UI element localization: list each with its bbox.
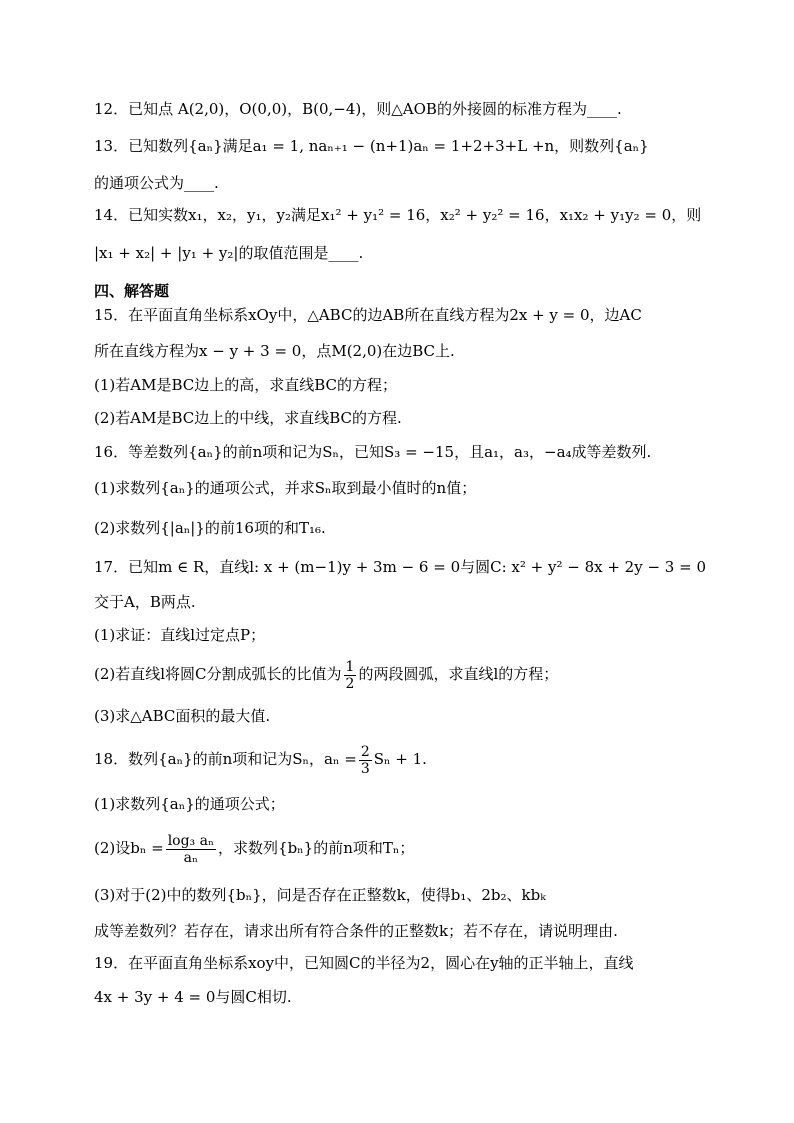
problem-18-line-1-prefix: 18．数列{aₙ}的前n项和记为Sₙ，aₙ = <box>94 750 357 768</box>
problem-16-part-2: (2)求数列{|aₙ|}的前16项的和T₁₆. <box>94 519 326 537</box>
problem-18-line-1 <box>94 741 427 777</box>
problem-18-part-2-prefix: (2)设bₙ = <box>94 839 164 857</box>
fraction <box>359 744 372 777</box>
problem-18-part-1: (1)求数列{aₙ}的通项公式； <box>94 795 285 813</box>
fraction-numerator: 1 <box>345 658 355 675</box>
problem-18-part-2-suffix: ，求数列{bₙ}的前n项和Tₙ； <box>218 839 415 857</box>
problem-17-part-2 <box>94 656 558 692</box>
problem-17-part-2-suffix: 的两段圆弧，求直线l的方程； <box>358 665 559 683</box>
problem-19-line-1: 19．在平面直角坐标系xoy中，已知圆C的半径为2，圆心在y轴的正半轴上，直线 <box>94 954 634 972</box>
problem-15-line-2: 所在直线方程为x − y + 3 = 0，点M(2,0)在边BC上. <box>94 342 455 360</box>
problem-17-line-2: 交于A，B两点. <box>94 593 196 611</box>
fraction <box>166 833 216 866</box>
section-heading: 四、解答题 <box>94 282 170 300</box>
problem-17-line-1: 17．已知m ∈ R，直线l: x + (m−1)y + 3m − 6 = 0与圆C: x² + y² − 8x + 2y − 3 = 0 <box>94 558 706 576</box>
problem-18-part-2 <box>94 830 414 866</box>
fraction-denominator: 3 <box>360 760 370 777</box>
fraction <box>344 659 357 692</box>
problem-13-line-2: 的通项公式为____. <box>94 174 219 192</box>
problem-17-part-2-prefix: (2)若直线l将圆C分割成弧长的比值为 <box>94 665 342 683</box>
fraction-denominator: 2 <box>345 675 355 692</box>
problem-16-line-1: 16．等差数列{aₙ}的前n项和记为Sₙ，已知S₃ = −15，且a₁，a₃，−a₄成等差数列. <box>94 443 652 461</box>
problem-15-line-1: 15．在平面直角坐标系xOy中，△ABC的边AB所在直线方程为2x + y = 0，边AC <box>94 306 642 324</box>
problem-15-part-2: (2)若AM是BC边上的中线，求直线BC的方程. <box>94 409 402 427</box>
problem-18-part-3-continued: 成等差数列？若存在，请求出所有符合条件的正整数k；若不存在，请说明理由. <box>94 922 618 940</box>
problem-15-part-1: (1)若AM是BC边上的高，求直线BC的方程； <box>94 376 397 394</box>
problem-12: 12．已知点 A(2,0)，O(0,0)，B(0,−4)，则△AOB的外接圆的标准方程为____. <box>94 100 622 118</box>
problem-16-part-1: (1)求数列{aₙ}的通项公式，并求Sₙ取到最小值时的n值； <box>94 479 477 497</box>
problem-14-line-2: |x₁ + x₂| + |y₁ + y₂|的取值范围是____. <box>94 244 364 262</box>
problem-13-line-1: 13．已知数列{aₙ}满足a₁ = 1, naₙ₊₁ − (n+1)aₙ = 1+2+3+L +n，则数列{aₙ} <box>94 137 649 155</box>
problem-17-part-3: (3)求△ABC面积的最大值. <box>94 707 271 725</box>
problem-18-part-3: (3)对于(2)中的数列{bₙ}，问是否存在正整数k，使得b₁、2b₂、kbₖ <box>94 886 546 904</box>
problem-14-line-1: 14．已知实数x₁，x₂，y₁，y₂满足x₁² + y₁² = 16，x₂² + y₂² = 16，x₁x₂ + y₁y₂ = 0，则 <box>94 206 702 224</box>
problem-19-line-2: 4x + 3y + 4 = 0与圆C相切. <box>94 988 292 1006</box>
problem-18-line-1-suffix: Sₙ + 1. <box>373 750 427 768</box>
fraction-numerator: 2 <box>360 743 370 760</box>
fraction-numerator: log₃ aₙ <box>167 832 215 849</box>
problem-17-part-1: (1)求证：直线l过定点P； <box>94 626 266 644</box>
fraction-denominator: aₙ <box>183 849 199 866</box>
